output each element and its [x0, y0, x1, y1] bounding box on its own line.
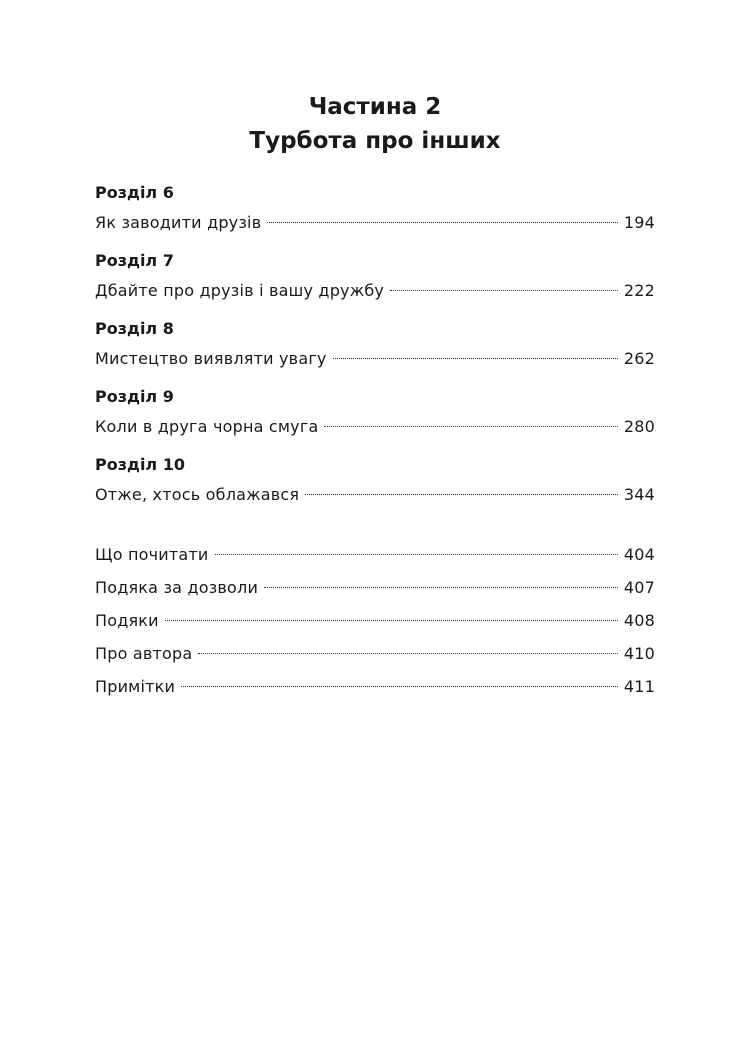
entry-page-number: 194 [623, 213, 655, 232]
part-heading [0, 90, 750, 158]
entry-title: Отже, хтось облажався [95, 485, 300, 504]
toc-entry [95, 276, 655, 306]
entry-title: Подяки [95, 611, 159, 630]
entry-title: Подяка за дозволи [95, 578, 259, 597]
entry-title: Мистецтво виявляти увагу [95, 349, 327, 368]
part-number: Частина 2 [308, 94, 442, 120]
toc-entry [95, 606, 655, 636]
entry-page-number: 280 [623, 417, 655, 436]
dot-leader [165, 620, 618, 621]
entry-page-number: 222 [623, 281, 655, 300]
entry-page-number: 344 [623, 485, 655, 504]
entry-page-number: 262 [623, 349, 655, 368]
toc-entry [95, 639, 655, 669]
toc-entry [95, 344, 655, 374]
backmatter-list [95, 540, 655, 702]
entry-page-number: 410 [623, 644, 655, 663]
entry-title: Як заводити друзів [95, 213, 262, 232]
toc-entry [95, 480, 655, 510]
toc-entry [95, 540, 655, 570]
entry-page-number: 411 [623, 677, 655, 696]
part-title: Турбота про інших [249, 128, 501, 154]
dot-leader [390, 290, 618, 291]
chapter-label: Розділ 9 [95, 387, 174, 406]
entry-title: Що почитати [95, 545, 209, 564]
toc-entry [95, 412, 655, 442]
entry-page-number: 408 [623, 611, 655, 630]
table-of-contents [95, 178, 655, 705]
dot-leader [215, 554, 618, 555]
chapter-label: Розділ 6 [95, 183, 174, 202]
chapter-label: Розділ 8 [95, 319, 174, 338]
toc-chapter [95, 178, 655, 238]
entry-title: Дбайте про друзів і вашу дружбу [95, 281, 385, 300]
toc-chapter [95, 382, 655, 442]
dot-leader [264, 587, 618, 588]
toc-entry [95, 672, 655, 702]
toc-chapter [95, 314, 655, 374]
dot-leader [181, 686, 618, 687]
dot-leader [333, 358, 618, 359]
dot-leader [305, 494, 618, 495]
toc-chapter [95, 450, 655, 510]
chapter-label: Розділ 10 [95, 455, 185, 474]
entry-title: Коли в друга чорна смуга [95, 417, 319, 436]
dot-leader [198, 653, 617, 654]
toc-entry [95, 573, 655, 603]
entry-title: Примітки [95, 677, 176, 696]
dot-leader [267, 222, 618, 223]
toc-chapter [95, 246, 655, 306]
entry-title: Про автора [95, 644, 193, 663]
entry-page-number: 404 [623, 545, 655, 564]
dot-leader [324, 426, 617, 427]
toc-entry [95, 208, 655, 238]
entry-page-number: 407 [623, 578, 655, 597]
chapter-label: Розділ 7 [95, 251, 174, 270]
